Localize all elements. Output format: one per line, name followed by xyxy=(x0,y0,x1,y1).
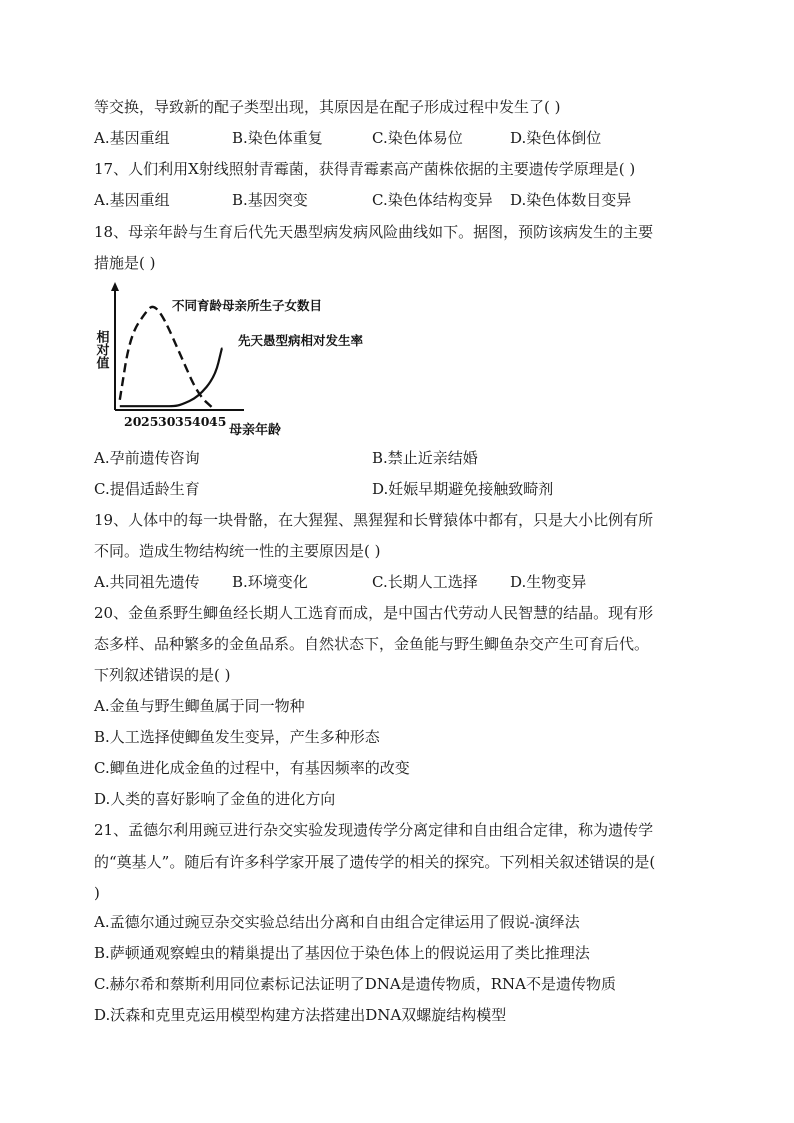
q21-option-c[interactable]: C.赫尔希和蔡斯利用同位素标记法证明了DNA是遗传物质，RNA不是遗传物质 xyxy=(94,975,616,993)
q18-option-d[interactable]: D.妊娠早期避免接触致畸剂 xyxy=(372,480,554,498)
q18-option-a[interactable]: A.孕前遗传咨询 xyxy=(94,449,200,467)
question-21-line-2: 的“奠基人”。随后有许多科学家开展了遗传学的相关的探究。下列相关叙述错误的是( xyxy=(94,853,656,871)
y-axis-arrow xyxy=(111,282,119,291)
series-label-children-count: 不同育龄母亲所生子女数目 xyxy=(172,298,323,313)
q21-option-a[interactable]: A.孟德尔通过豌豆杂交实验总结出分离和自由组合定律运用了假说-演绎法 xyxy=(94,913,580,931)
series-label-down-syndrome-rate: 先天愚型病相对发生率 xyxy=(238,333,364,348)
q21-option-d[interactable]: D.沃森和克里克运用模型构建方法搭建出DNA双螺旋结构模型 xyxy=(94,1006,507,1024)
q16-option-b[interactable]: B.染色体重复 xyxy=(232,129,323,147)
q19-option-c[interactable]: C.长期人工选择 xyxy=(372,573,478,591)
q19-option-a[interactable]: A.共同祖先遗传 xyxy=(94,573,200,591)
q19-option-b[interactable]: B.环境变化 xyxy=(232,573,308,591)
q16-option-d[interactable]: D.染色体倒位 xyxy=(510,129,602,147)
q17-option-d[interactable]: D.染色体数目变异 xyxy=(510,191,632,209)
x-tick-label: 45 xyxy=(209,414,227,429)
question-18-line-2: 措施是( ) xyxy=(94,254,156,272)
question-16-text: 等交换，导致新的配子类型出现，其原因是在配子形成过程中发生了( ) xyxy=(94,98,561,116)
question-20-line-2: 态多样、品种繁多的金鱼品系。自然状态下，金鱼能与野生鲫鱼杂交产生可育后代。 xyxy=(94,635,650,653)
question-19-line-2: 不同。造成生物结构统一性的主要原因是( ) xyxy=(94,542,381,560)
q16-option-a[interactable]: A.基因重组 xyxy=(94,129,170,147)
q20-option-d[interactable]: D.人类的喜好影响了金鱼的进化方向 xyxy=(94,790,336,808)
q21-option-b[interactable]: B.萨顿通观察蝗虫的精巢提出了基因位于染色体上的假说运用了类比推理法 xyxy=(94,944,590,962)
q20-option-c[interactable]: C.鲫鱼进化成金鱼的过程中，有基因频率的改变 xyxy=(94,759,410,777)
q17-option-a[interactable]: A.基因重组 xyxy=(94,191,170,209)
x-axis-label: 母亲年龄 xyxy=(229,423,282,438)
q20-option-b[interactable]: B.人工选择使鲫鱼发生变异，产生多种形态 xyxy=(94,728,380,746)
series-line-down-syndrome-rate xyxy=(120,349,222,407)
y-axis-label: 相对值 xyxy=(94,330,109,369)
x-tick-label: 40 xyxy=(192,414,210,429)
question-21-line-3: ) xyxy=(94,884,100,902)
question-21-line-1: 21、孟德尔利用豌豆进行杂交实验发现遗传学分离定律和自由组合定律，称为遗传学 xyxy=(94,821,654,839)
question-20-line-3: 下列叙述错误的是( ) xyxy=(94,666,231,684)
x-tick-label: 30 xyxy=(158,414,176,429)
q18-option-b[interactable]: B.禁止近亲结婚 xyxy=(372,449,478,467)
q20-option-a[interactable]: A.金鱼与野生鲫鱼属于同一物种 xyxy=(94,697,305,715)
question-19-line-1: 19、人体中的每一块骨骼，在大猩猩、黑猩猩和长臂猿体中都有，只是大小比例有所 xyxy=(94,511,654,529)
question-20-line-1: 20、金鱼系野生鲫鱼经长期人工选育而成，是中国古代劳动人民智慧的结晶。现有形 xyxy=(94,604,654,622)
x-tick-label: 20 xyxy=(124,414,142,429)
q18-option-c[interactable]: C.提倡适龄生育 xyxy=(94,480,200,498)
q16-option-c[interactable]: C.染色体易位 xyxy=(372,129,463,147)
x-tick-label: 25 xyxy=(141,414,159,429)
q17-option-b[interactable]: B.基因突变 xyxy=(232,191,308,209)
question-17-text: 17、人们利用X射线照射青霉菌，获得青霉素高产菌株依据的主要遗传学原理是( ) xyxy=(94,160,636,178)
q17-option-c[interactable]: C.染色体结构变异 xyxy=(372,191,493,209)
x-tick-label: 35 xyxy=(175,414,193,429)
risk-curve-chart xyxy=(94,282,394,442)
question-18-line-1: 18、母亲年龄与生育后代先天愚型病发病风险曲线如下。据图，预防该病发生的主要 xyxy=(94,223,654,241)
q19-option-d[interactable]: D.生物变异 xyxy=(510,573,587,591)
